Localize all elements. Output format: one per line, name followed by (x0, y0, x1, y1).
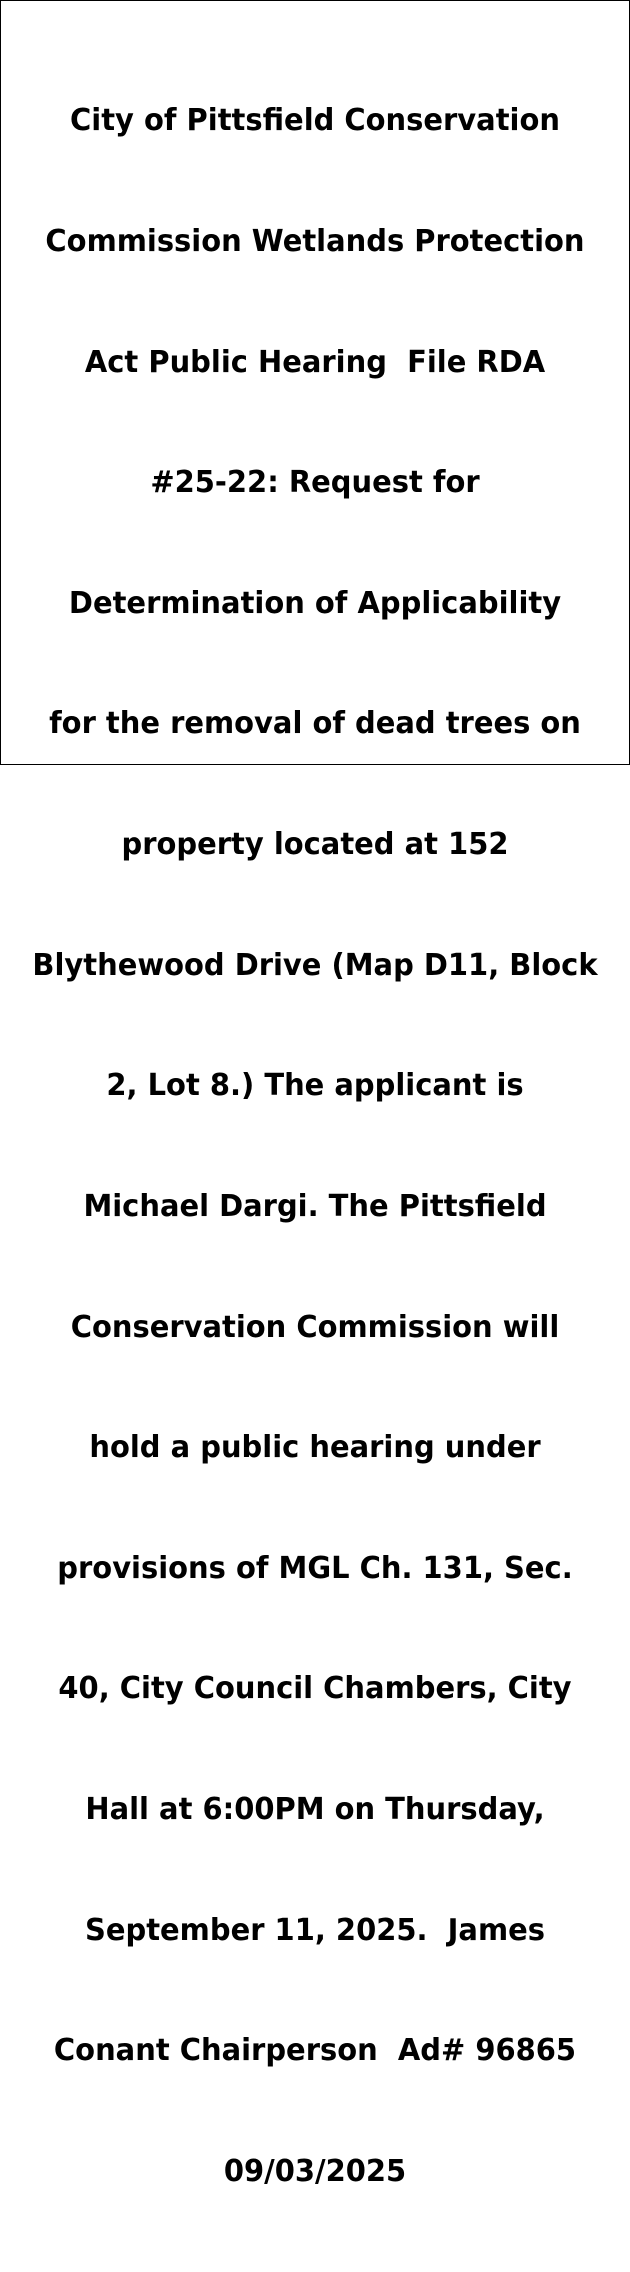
notice-line: City of Pittsfield Conservation (70, 103, 560, 139)
notice-line: Determination of Applicability (68, 585, 562, 621)
notice-line: for the removal of dead trees on (49, 706, 581, 742)
notice-line: September 11, 2025. James (84, 1912, 546, 1948)
notice-line: Blythewood Drive (Map D11, Block (32, 947, 598, 983)
notice-line: Act Public Hearing File RDA (84, 344, 546, 380)
notice-line: Commission Wetlands Protection (45, 224, 585, 260)
notice-line: hold a public hearing under (89, 1430, 541, 1466)
notice-line: Michael Dargi. The Pittsfield (83, 1188, 547, 1224)
notice-line: #25-22: Request for (150, 465, 480, 501)
notice-line: Hall at 6:00PM on Thursday, (85, 1791, 545, 1827)
notice-line: 40, City Council Chambers, City (58, 1671, 572, 1707)
notice-line: property located at 152 (121, 827, 509, 863)
notice-line: provisions of MGL Ch. 131, Sec. (57, 1550, 573, 1586)
notice-line: Conant Chairperson Ad# 96865 (53, 2033, 577, 2069)
notice-text-block (9, 21, 621, 2272)
notice-line: 09/03/2025 (223, 2153, 407, 2189)
notice-line: 2, Lot 8.) The applicant is (106, 1068, 524, 1104)
notice-line: Conservation Commission will (70, 1309, 560, 1345)
